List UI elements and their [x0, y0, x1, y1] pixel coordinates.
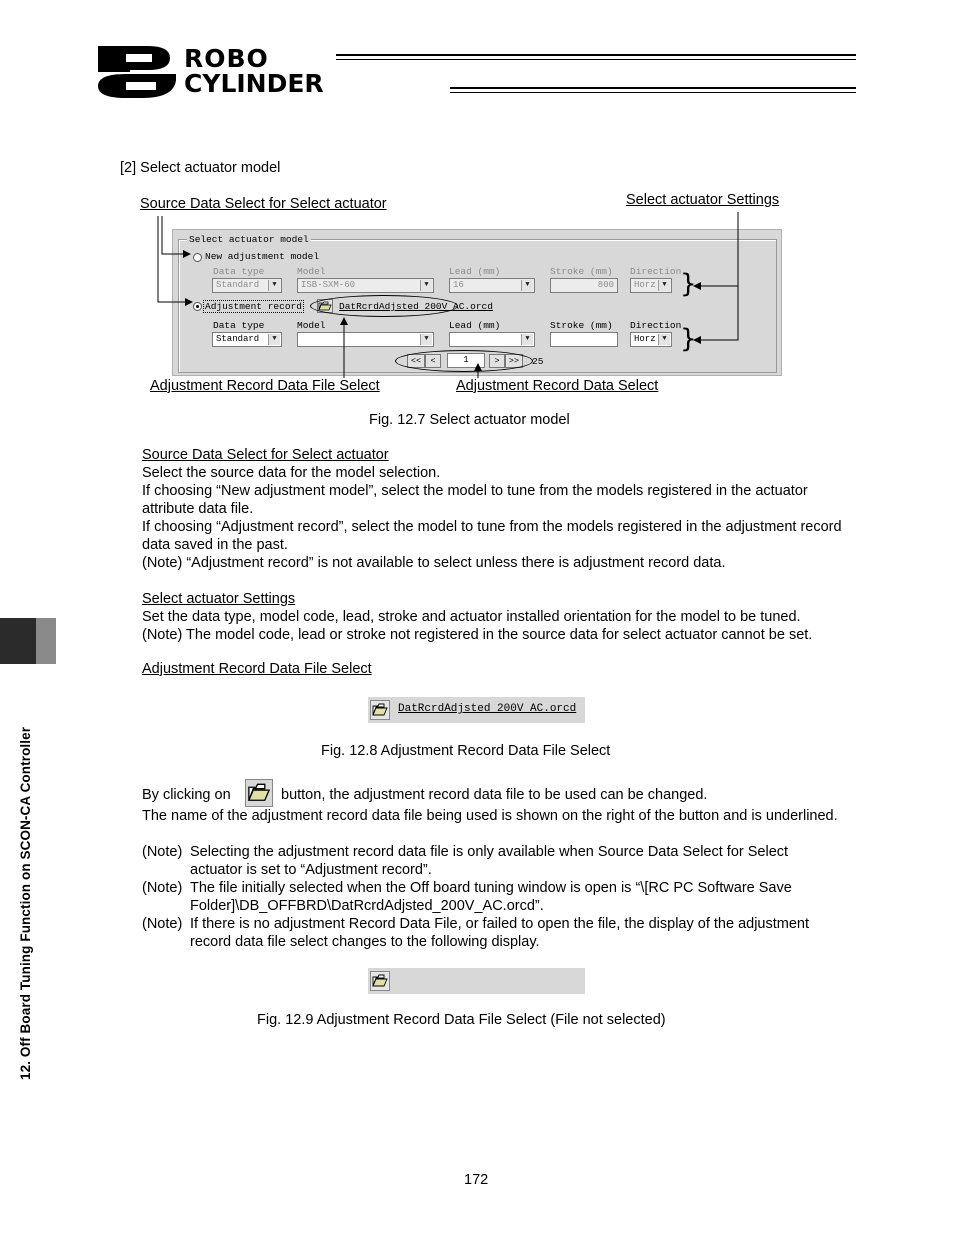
note-tag: (Note): [142, 880, 183, 896]
nav-last-button[interactable]: >>: [505, 354, 523, 368]
chapter-tab: [0, 618, 36, 664]
hdr-data-type-2: Data type: [213, 320, 265, 331]
fig2-caption: Fig. 12.8 Adjustment Record Data File Select: [321, 743, 611, 759]
lead-value-1: 16: [453, 280, 464, 290]
chevron-down-icon: ▼: [521, 334, 533, 345]
label-file-select: Adjustment Record Data File Select: [150, 378, 380, 394]
note-line: Folder]\DB_OFFBRD\DatRcrdAdjsted_200V_AC.orcd”.: [190, 898, 544, 914]
data-type-value-2: Standard: [216, 334, 260, 344]
label-settings: Select actuator Settings: [626, 192, 780, 208]
nav-next-button[interactable]: >: [489, 354, 505, 368]
file-heading: Adjustment Record Data File Select: [142, 661, 372, 677]
note-line: The file initially selected when the Off board tuning window is open is “\[RC PC Software Save: [190, 880, 792, 896]
note-item: [142, 915, 862, 951]
note-tag: (Note): [142, 916, 183, 932]
file-notes: [142, 843, 862, 951]
chevron-down-icon: ▼: [420, 334, 432, 345]
file-open-button[interactable]: [370, 971, 390, 991]
chevron-down-icon: ▼: [521, 280, 533, 291]
section-title: [2] Select actuator model: [120, 160, 281, 176]
radio-record-label: Adjustment record: [205, 301, 302, 312]
chevron-down-icon: ▼: [420, 280, 432, 291]
direction-value-1: Horz: [634, 280, 656, 290]
click-text-post: button, the adjustment record data file to be used can be changed.: [281, 787, 708, 803]
hdr-lead-2: Lead (mm): [449, 320, 501, 331]
hdr-stroke-2: Stroke (mm): [550, 320, 613, 331]
hdr-model: Model: [297, 266, 326, 277]
nav-prev-button[interactable]: <: [425, 354, 441, 368]
fig3-caption: Fig. 12.9 Adjustment Record Data File Select (File not selected): [257, 1012, 666, 1028]
settings-heading: Select actuator Settings: [142, 591, 296, 607]
note-line: Selecting the adjustment record data file is only available when Source Data Select for Select: [190, 844, 789, 860]
fig2-widget: [368, 697, 585, 723]
file-name-label: DatRcrdAdjsted 200V AC.orcd: [339, 301, 493, 312]
click-text-pre: By clicking on: [142, 787, 231, 803]
hdr-direction: Direction: [630, 266, 682, 277]
note-line: actuator is set to “Adjustment record”.: [190, 862, 432, 878]
chevron-down-icon: ▼: [268, 280, 280, 291]
source-heading: Source Data Select for Select actuator: [142, 447, 389, 463]
label-source-select: Source Data Select for Select actuator: [140, 196, 387, 212]
source-line: If choosing “Adjustment record”, select the model to tune from the models registered in the adjustment record data saved in the past.: [142, 519, 842, 553]
settings-note: (Note) The model code, lead or stroke not registered in the source data for select actuator cannot be set.: [142, 627, 813, 643]
fig2-file-name: DatRcrdAdjsted 200V AC.orcd: [398, 703, 577, 715]
fig3-widget: [368, 968, 585, 994]
radio-new-label: New adjustment model: [205, 251, 320, 262]
brace-row2: }: [680, 324, 697, 354]
settings-section: [142, 590, 862, 644]
nav-total: 25: [532, 356, 544, 367]
direction-value-2: Horz: [634, 334, 656, 344]
nav-page-input[interactable]: 1: [447, 353, 485, 368]
note-line: record data file select changes to the following display.: [190, 934, 540, 950]
page-number: 172: [464, 1172, 489, 1188]
hdr-stroke: Stroke (mm): [550, 266, 613, 277]
chevron-down-icon: ▼: [658, 280, 670, 291]
hdr-direction-2: Direction: [630, 320, 682, 331]
file-open-button[interactable]: [370, 700, 390, 720]
note-item: [142, 879, 862, 915]
source-note: (Note) “Adjustment record” is not available to select unless there is adjustment record data.: [142, 555, 726, 571]
folder-open-icon: [246, 780, 272, 806]
hdr-model-2: Model: [297, 320, 326, 331]
label-record-select: Adjustment Record Data Select: [456, 378, 659, 394]
folder-open-icon: [371, 972, 389, 990]
hdr-lead: Lead (mm): [449, 266, 501, 277]
data-type-value-1: Standard: [216, 280, 260, 290]
stroke-input-1[interactable]: 800: [550, 278, 618, 293]
file-paragraph: The name of the adjustment record data file being used is shown on the right of the button and is underlined.: [142, 808, 838, 824]
source-line: If choosing “New adjustment model”, select the model to tune from the models registered in the actuator attribute data file.: [142, 483, 808, 517]
model-value-1: ISB-SXM-60: [301, 280, 356, 290]
chevron-down-icon: ▼: [268, 334, 280, 345]
settings-line: Set the data type, model code, lead, stroke and actuator installed orientation for the model to be tuned.: [142, 609, 801, 625]
hdr-data-type: Data type: [213, 266, 265, 277]
note-item: [142, 843, 862, 879]
fig1-caption: Fig. 12.7 Select actuator model: [369, 412, 570, 428]
note-line: If there is no adjustment Record Data File, or failed to open the file, the display of the adjustment: [190, 916, 810, 932]
logo-text-cylinder: CYLINDER: [184, 69, 324, 98]
source-section: [142, 446, 862, 572]
note-tag: (Note): [142, 844, 183, 860]
nav-first-button[interactable]: <<: [407, 354, 425, 368]
file-open-button-inline[interactable]: [245, 779, 273, 807]
logo-text-robo: ROBO: [184, 44, 269, 73]
chapter-tab-shade: [36, 618, 56, 664]
group-title: Select actuator model: [189, 234, 309, 245]
chevron-down-icon: ▼: [658, 334, 670, 345]
callout-arrows: [0, 0, 954, 420]
source-line: Select the source data for the model selection.: [142, 465, 441, 481]
chapter-title: 12. Off Board Tuning Function on SCON-CA Controller: [18, 726, 33, 1080]
folder-open-icon: [371, 701, 389, 719]
brace-row1: }: [680, 269, 697, 299]
